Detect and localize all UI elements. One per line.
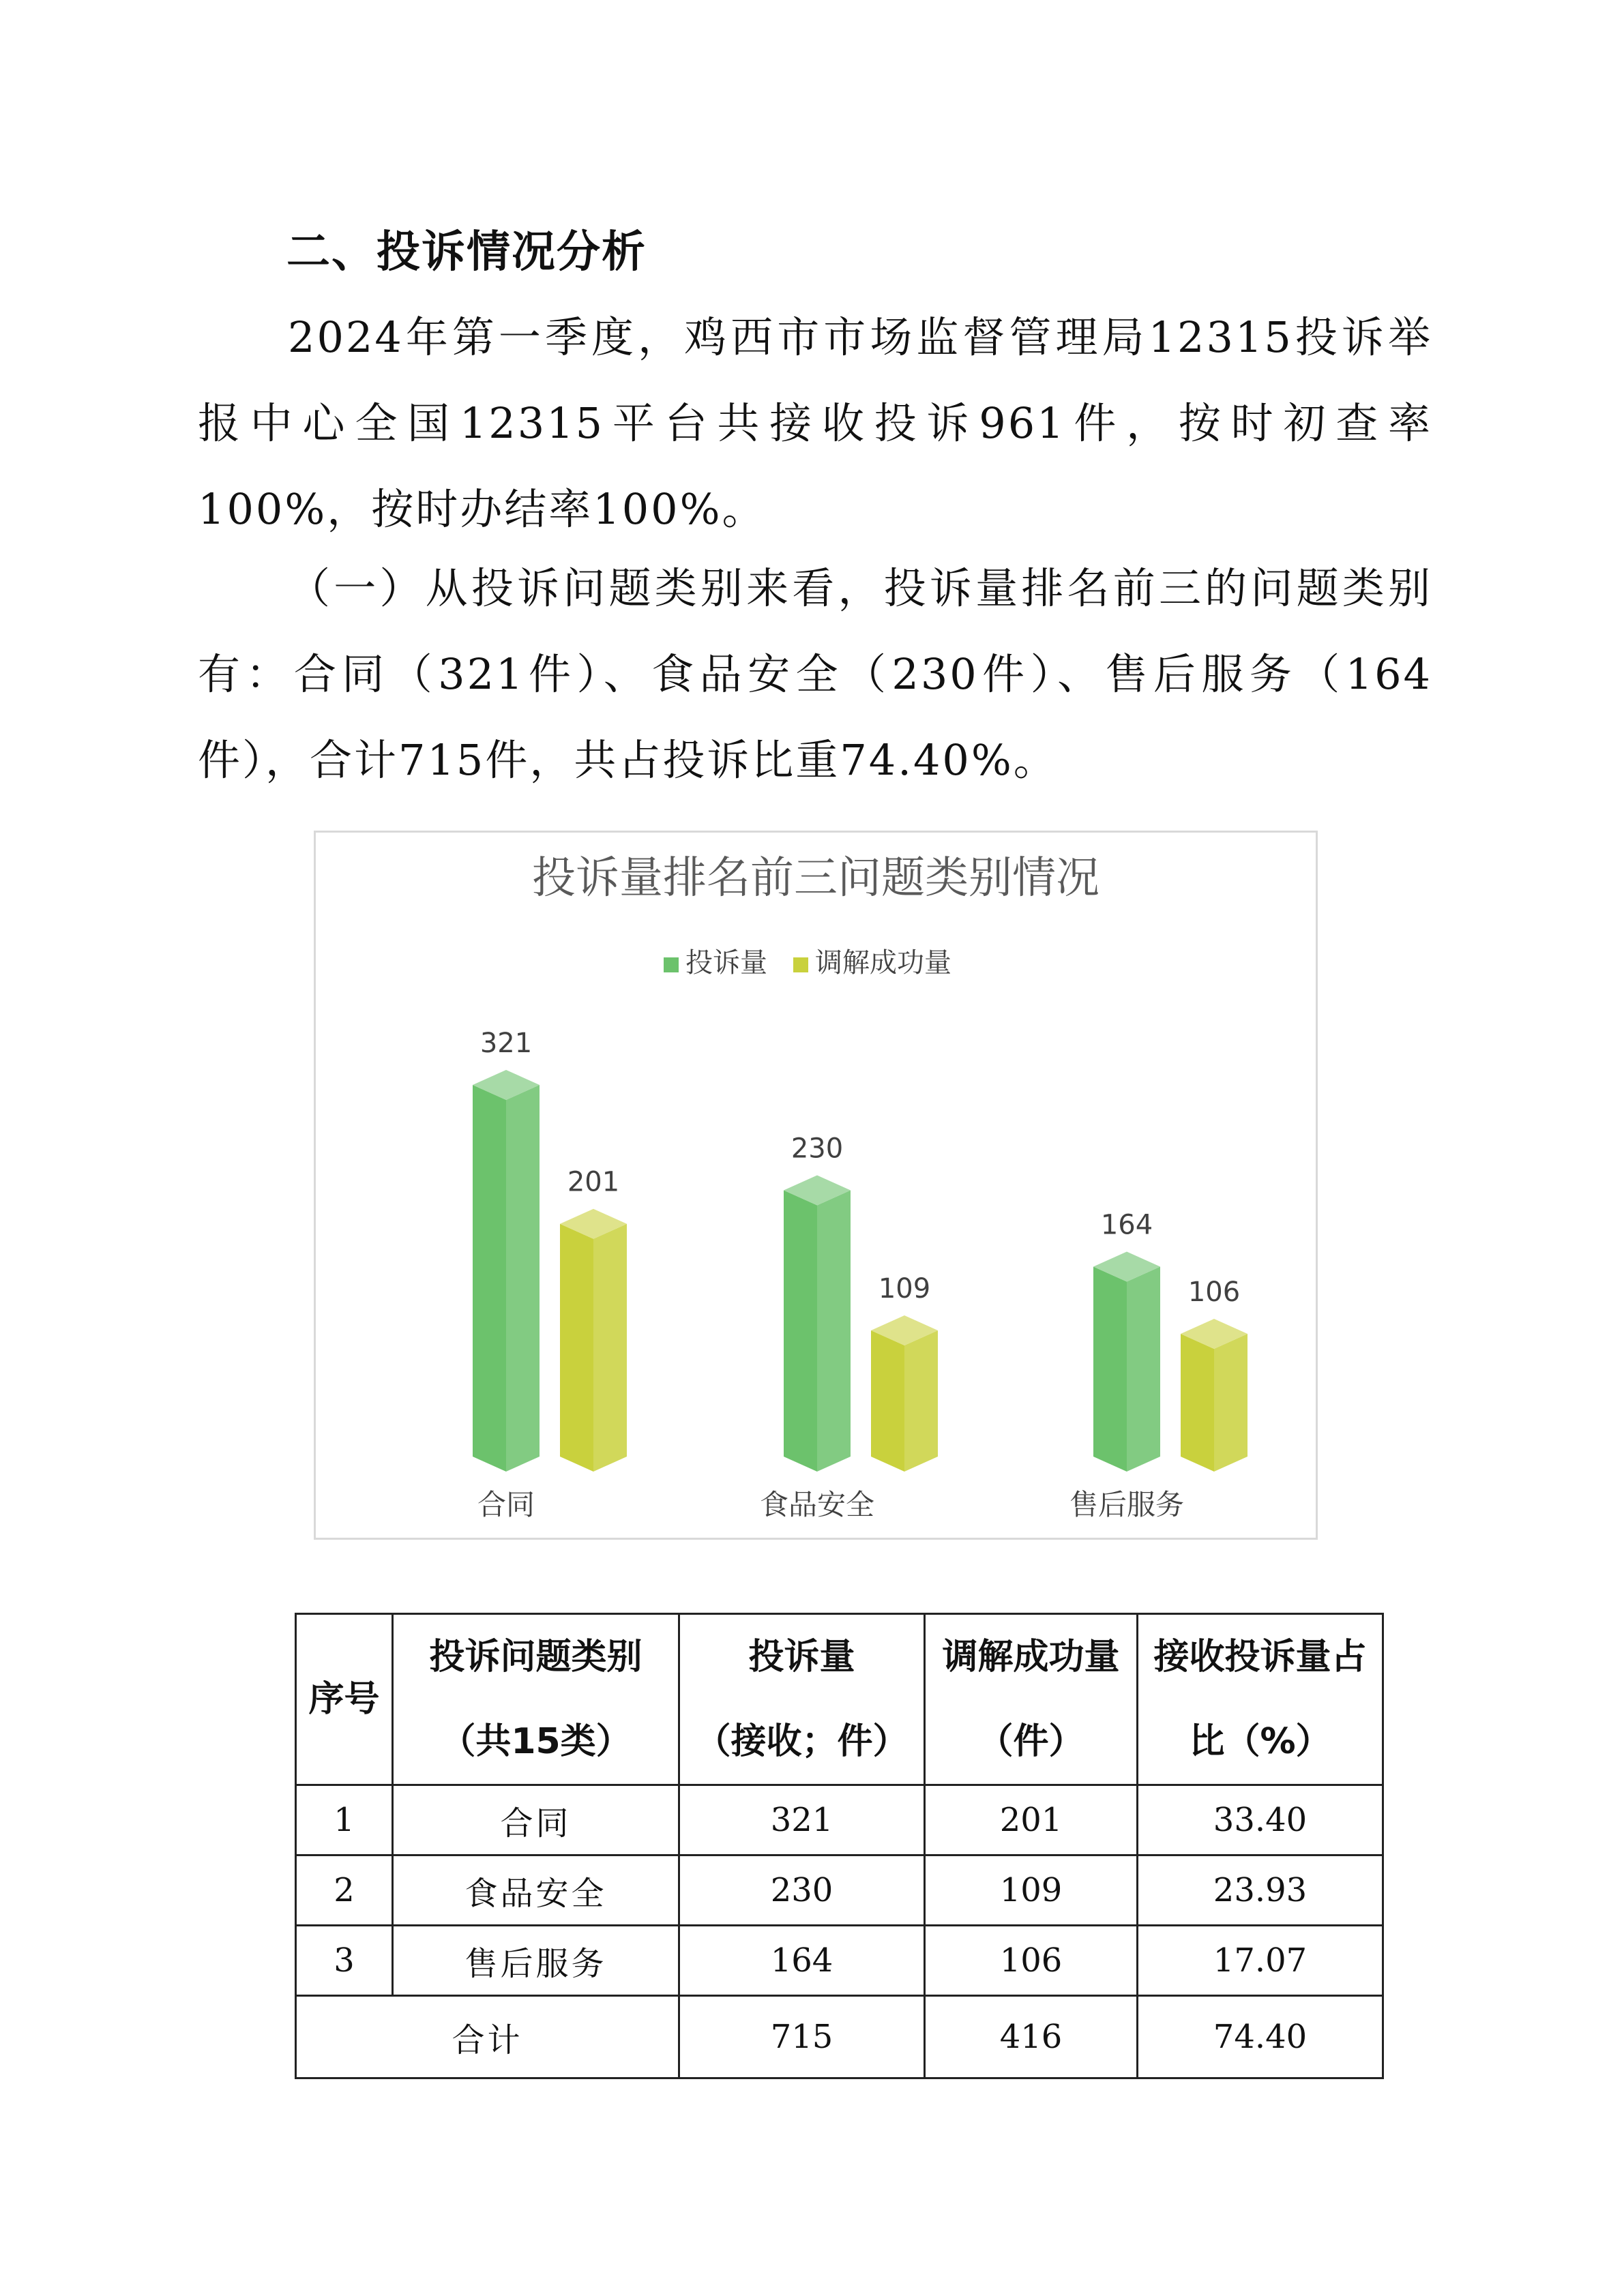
table-header-row [296, 1614, 1383, 1785]
data-label-mediated-1: 201 [567, 1166, 620, 1198]
cell-no: 2 [296, 1855, 393, 1926]
table-total-row [296, 1996, 1383, 2078]
table-row [296, 1926, 1383, 1996]
bar-complaints-2 [784, 1176, 851, 1472]
legend-label-complaints: 投诉量 [685, 947, 767, 979]
data-label-complaints-3: 164 [1100, 1209, 1153, 1241]
cell-mediated: 109 [925, 1855, 1138, 1926]
cell-count: 321 [679, 1785, 925, 1855]
chart-title: 投诉量排名前三问题类别情况 [532, 853, 1099, 904]
cell-no: 1 [296, 1785, 393, 1855]
cell-count: 230 [679, 1855, 925, 1926]
cell-mediated: 201 [925, 1785, 1138, 1855]
bar-mediated-2 [871, 1315, 938, 1472]
legend-label-mediated: 调解成功量 [815, 947, 951, 979]
chart-category-labels [477, 1488, 1184, 1521]
table-row [296, 1785, 1383, 1855]
data-label-mediated-2: 109 [878, 1272, 931, 1304]
header-count: 投诉量 （接收；件） [679, 1614, 925, 1785]
paragraph-summary: 2024年第一季度，鸡西市市场监督管理局12315投诉举报中心全国12315平台共接收投诉961件，按时初查率100%，按时办结率100%。 [198, 312, 1432, 534]
paragraph-top-three: （一）从投诉问题类别来看，投诉量排名前三的问题类别有：合同（321件）、食品安全（230件）、售后服务（164件），合计715件，共占投诉比重74.40%。 [198, 563, 1432, 785]
chart-bars [473, 1028, 1247, 1472]
header-category: 投诉问题类别 （共15类） [393, 1614, 679, 1785]
data-label-mediated-3: 106 [1187, 1277, 1241, 1309]
category-label-1: 合同 [477, 1488, 535, 1521]
cell-no: 3 [296, 1926, 393, 1996]
header-ratio: 接收投诉量占 比（%） [1138, 1614, 1383, 1785]
bar-complaints-1 [473, 1070, 540, 1472]
cell-total-ratio: 74.40 [1138, 1996, 1383, 2078]
category-label-3: 售后服务 [1069, 1488, 1185, 1521]
legend-swatch-mediated [793, 957, 808, 972]
category-label-2: 食品安全 [759, 1488, 875, 1521]
table-row [296, 1855, 1383, 1926]
cell-mediated: 106 [925, 1926, 1138, 1996]
cell-count: 164 [679, 1926, 925, 1996]
data-label-complaints-1: 321 [479, 1028, 533, 1059]
bar-mediated-1 [560, 1209, 627, 1472]
cell-total-count: 715 [679, 1996, 925, 2078]
cell-ratio: 23.93 [1138, 1855, 1383, 1926]
chart-canvas [316, 833, 1316, 1538]
cell-ratio: 17.07 [1138, 1926, 1383, 1996]
data-label-complaints-2: 230 [791, 1133, 844, 1165]
cell-category: 合同 [393, 1785, 679, 1855]
complaint-chart [314, 831, 1318, 1540]
header-no: 序号 [296, 1614, 393, 1785]
complaint-table [295, 1613, 1384, 2079]
legend-swatch-complaints [664, 957, 679, 972]
section-heading: 二、投诉情况分析 [286, 227, 647, 278]
cell-category: 食品安全 [393, 1855, 679, 1926]
cell-total-mediated: 416 [925, 1996, 1138, 2078]
header-mediated: 调解成功量 （件） [925, 1614, 1138, 1785]
cell-ratio: 33.40 [1138, 1785, 1383, 1855]
bar-mediated-3 [1181, 1319, 1247, 1472]
cell-total-label: 合计 [296, 1996, 679, 2078]
cell-category: 售后服务 [393, 1926, 679, 1996]
chart-legend [664, 947, 951, 979]
bar-complaints-3 [1093, 1252, 1160, 1472]
